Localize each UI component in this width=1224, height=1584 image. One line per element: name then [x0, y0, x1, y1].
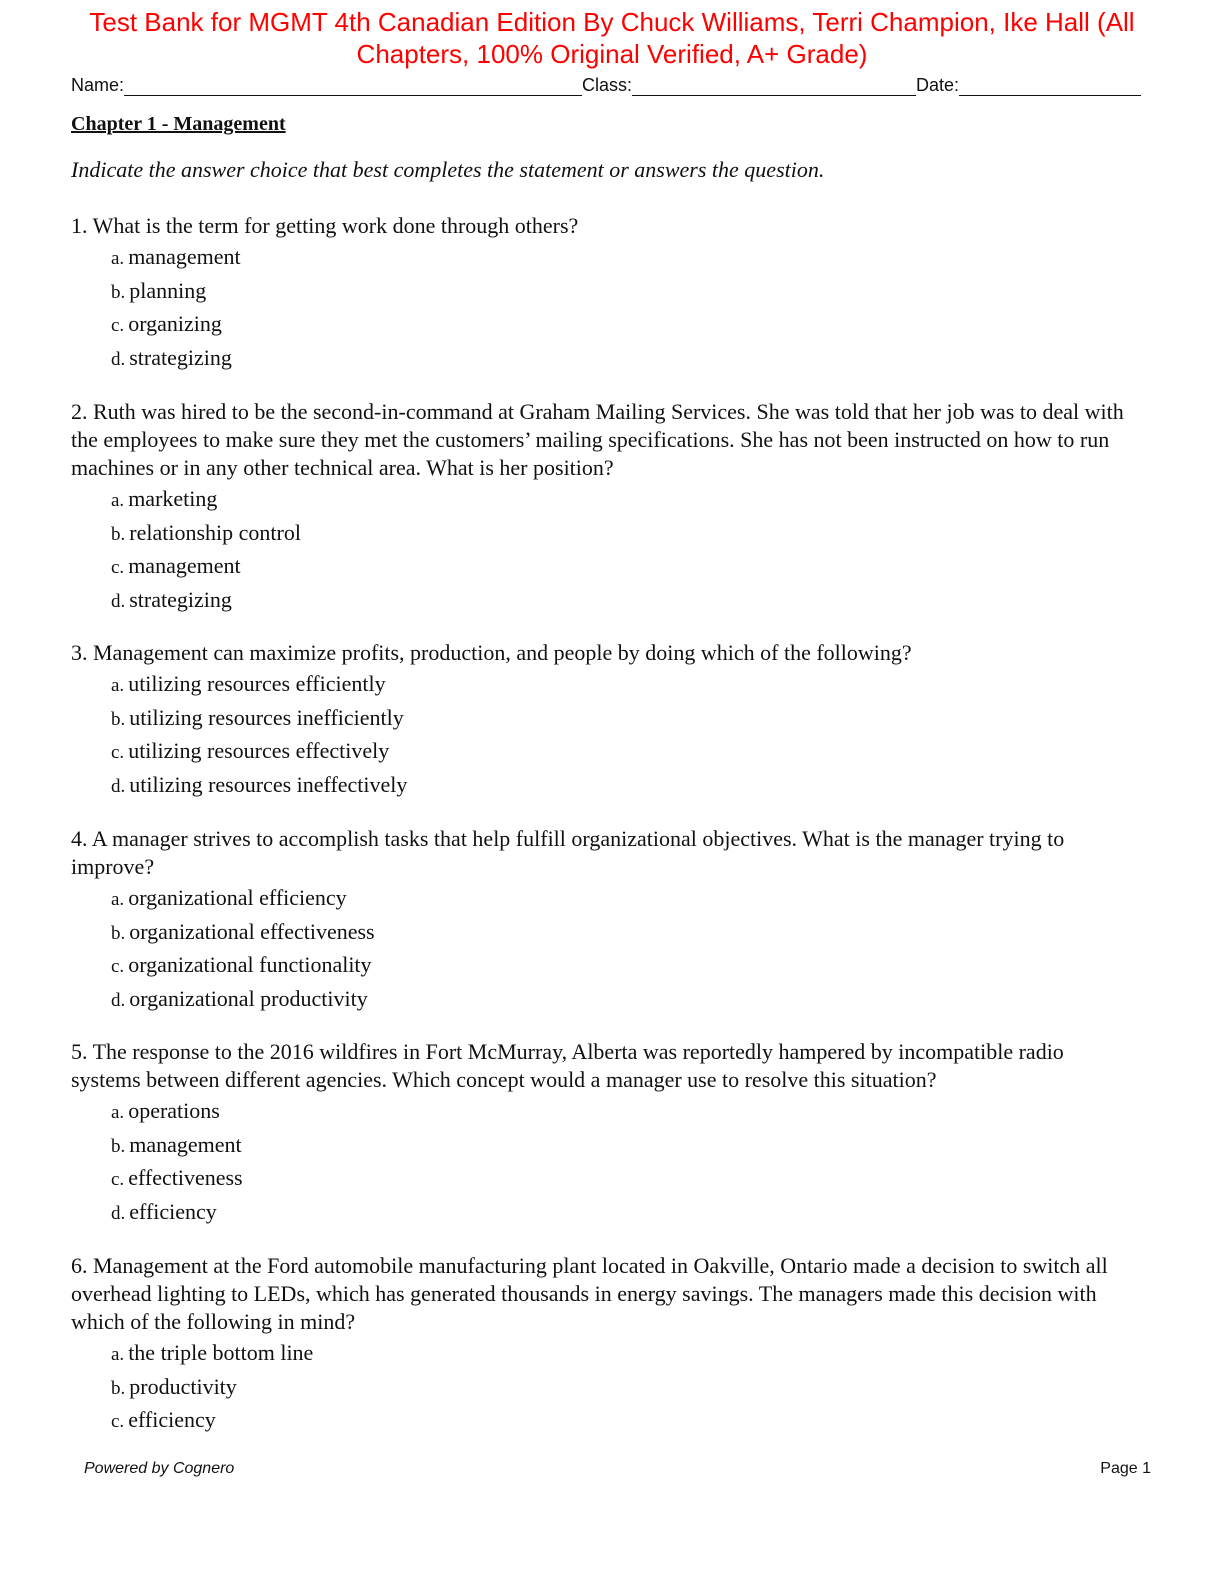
option-text: organizational effectiveness — [129, 918, 375, 944]
answer-option[interactable] — [111, 703, 1131, 737]
class-field[interactable] — [632, 75, 916, 96]
question-1 — [71, 212, 1131, 376]
option-text: management — [129, 1131, 242, 1157]
answer-option[interactable] — [111, 1405, 1131, 1439]
option-letter: b. — [111, 281, 126, 303]
name-field[interactable] — [124, 75, 582, 96]
option-letter: c. — [111, 956, 125, 977]
option-text: organizational productivity — [129, 985, 368, 1011]
date-field[interactable] — [959, 75, 1141, 96]
name-label: Name: — [71, 75, 125, 95]
answer-option[interactable] — [111, 1163, 1131, 1197]
option-text: planning — [129, 277, 207, 303]
chapter-title: Chapter 1 - Management — [71, 113, 286, 135]
page-number: Page 1 — [1100, 1460, 1151, 1477]
answer-option[interactable] — [111, 518, 1131, 552]
class-label: Class: — [582, 75, 633, 95]
question-3 — [71, 639, 1131, 803]
option-letter: a. — [111, 1344, 125, 1365]
option-text: marketing — [128, 486, 218, 511]
answer-option[interactable] — [111, 343, 1131, 377]
answer-option[interactable] — [111, 736, 1131, 770]
option-letter: d. — [111, 348, 126, 370]
question-stem: 6. Management at the Ford automobile manufacturing plant located in Oakville, Ontario made a decision to switch all overhead lighting to LEDs, which has generated thousands in energy savings. The managers made this decision with which of the following in mind? — [71, 1253, 1108, 1334]
question-stem: 1. What is the term for getting work done through others? — [71, 213, 579, 238]
answer-option[interactable] — [111, 917, 1131, 951]
option-text: operations — [128, 1098, 220, 1123]
option-text: strategizing — [129, 586, 232, 612]
option-text: management — [128, 244, 241, 269]
option-text: the triple bottom line — [128, 1340, 314, 1365]
instructions: Indicate the answer choice that best completes the statement or answers the question. — [71, 157, 825, 182]
option-letter: a. — [111, 248, 125, 269]
answer-option[interactable] — [111, 1372, 1131, 1406]
option-letter: c. — [111, 557, 125, 578]
answer-option[interactable] — [111, 309, 1131, 343]
option-letter: b. — [111, 708, 126, 730]
option-letter: c. — [111, 1169, 125, 1190]
option-text: management — [128, 553, 241, 578]
option-text: organizational efficiency — [128, 885, 347, 910]
option-text: productivity — [129, 1373, 237, 1399]
question-2 — [71, 398, 1131, 618]
option-letter: b. — [111, 1135, 126, 1157]
option-text: organizing — [128, 311, 222, 336]
answer-option[interactable] — [111, 1130, 1131, 1164]
question-stem: 5. The response to the 2016 wildfires in Fort McMurray, Alberta was reportedly hampered by incompatible radio systems between different agencies. Which concept would a manager use to resolve this situation? — [71, 1039, 1064, 1092]
option-letter: b. — [111, 922, 126, 944]
answer-option[interactable] — [111, 585, 1131, 619]
option-letter: b. — [111, 1377, 126, 1399]
question-stem: 4. A manager strives to accomplish tasks that help fulfill organizational objectives. What is the manager trying to improve? — [71, 826, 1065, 879]
option-text: efficiency — [129, 1198, 217, 1224]
option-text: utilizing resources effectively — [128, 738, 390, 763]
question-4 — [71, 825, 1131, 1017]
answer-option[interactable] — [111, 242, 1131, 276]
option-text: utilizing resources efficiently — [128, 671, 386, 696]
question-5 — [71, 1038, 1131, 1230]
question-stem: 2. Ruth was hired to be the second-in-command at Graham Mailing Services. She was told that her job was to deal with the employees to make sure they met the customers’ mailing specifications. She has not been instructed on how to run machines or in any other technical area. What is her position? — [71, 399, 1124, 480]
powered-by-footer: Powered by Cognero — [84, 1460, 235, 1477]
date-label: Date: — [916, 75, 960, 95]
option-letter: a. — [111, 889, 125, 910]
answer-option[interactable] — [111, 1197, 1131, 1231]
option-letter: b. — [111, 523, 126, 545]
answer-option[interactable] — [111, 1096, 1131, 1130]
option-letter: d. — [111, 989, 126, 1011]
option-text: strategizing — [129, 344, 232, 370]
option-text: relationship control — [129, 519, 301, 545]
answer-option[interactable] — [111, 984, 1131, 1018]
answer-option[interactable] — [111, 551, 1131, 585]
option-letter: a. — [111, 490, 125, 511]
option-text: efficiency — [128, 1407, 216, 1432]
answer-option[interactable] — [111, 276, 1131, 310]
answer-option[interactable] — [111, 883, 1131, 917]
answer-option[interactable] — [111, 770, 1131, 804]
document-banner: Test Bank for MGMT 4th Canadian Edition By Chuck Williams, Terri Champion, Ike Hall (All Chapters, 100% Original Verified, A+ Grade) — [89, 7, 1135, 69]
option-text: utilizing resources inefficiently — [129, 704, 404, 730]
option-letter: d. — [111, 1202, 126, 1224]
answer-option[interactable] — [111, 1338, 1131, 1372]
option-letter: c. — [111, 315, 125, 336]
answer-option[interactable] — [111, 950, 1131, 984]
answer-option[interactable] — [111, 484, 1131, 518]
answer-option[interactable] — [111, 669, 1131, 703]
option-letter: c. — [111, 742, 125, 763]
option-letter: c. — [111, 1411, 125, 1432]
student-info-header — [71, 72, 1141, 96]
option-letter: d. — [111, 775, 126, 797]
option-letter: a. — [111, 675, 125, 696]
option-letter: d. — [111, 590, 126, 612]
option-text: effectiveness — [128, 1165, 243, 1190]
option-text: organizational functionality — [128, 952, 372, 977]
option-text: utilizing resources ineffectively — [129, 771, 408, 797]
question-6 — [71, 1252, 1131, 1439]
question-stem: 3. Management can maximize profits, production, and people by doing which of the following? — [71, 640, 912, 665]
option-letter: a. — [111, 1102, 125, 1123]
